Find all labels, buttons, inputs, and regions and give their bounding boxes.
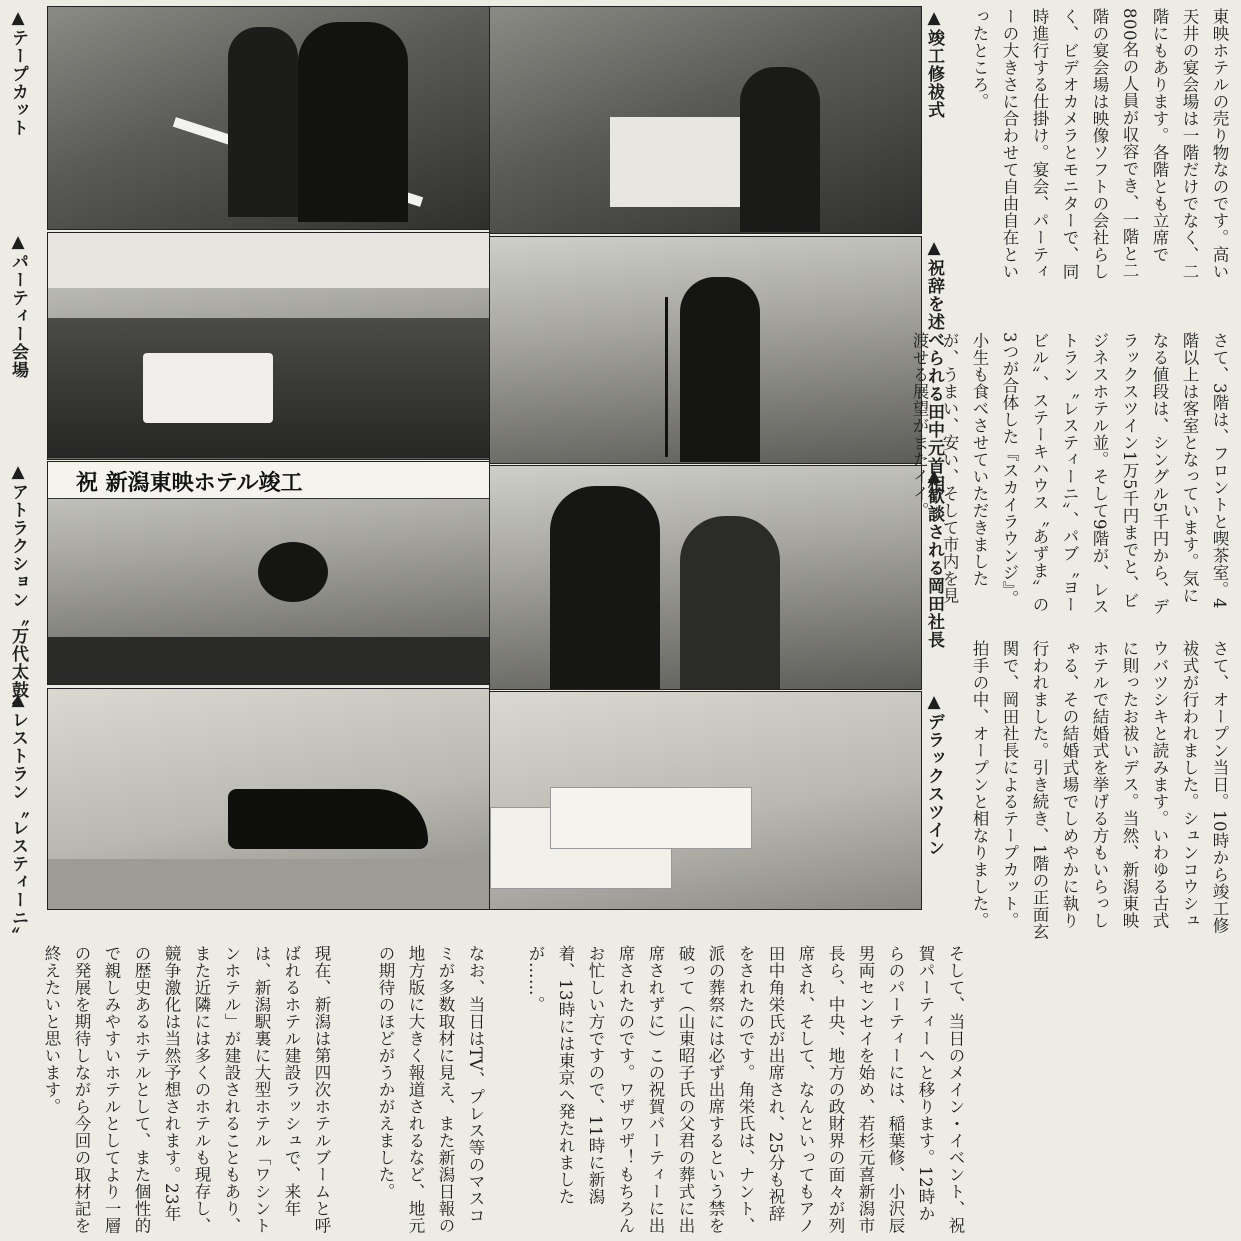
stage [48,637,489,684]
taiko-drum [258,542,328,602]
article-paragraph-6: 現在、新潟は第四次ホテルブームと呼ばれるホテル建設ラッシュで、来年は、新潟駅裏に大型ホテル「ワシントンホテル」が建設されることもあり、また近隣には多くのホテルも現存し、競争激化は当然予想されます。23年の歴史あるホテルとして、また個性的で親しみやすいホテルとしてより一層の発展を期待しながら今回の取材記を終えたいと思います。 [42,945,331,1234]
article-paragraph-5: なお、当日はTV、プレス等のマスコミが多数取材に見え、また新潟日報の地方版に大きく報道されるなど、地元の期待のほどがうかがえました。 [376,945,485,1234]
figure-guest [228,27,298,217]
article-paragraph-3: さて、オープン当日。10時から竣工修祓式が行われました。シュンコウシュウバツシキと読みます。いわゆる古式に則ったお祓いデス。当然、新潟東映ホテルで結婚式を挙げる方もいらっしゃる、その結婚式場でしめやかに執り行われました。引き続き、1階の正面玄関で、岡田社長によるテープカット。拍手の中、オープンと相なりました。 [970,640,1229,940]
caption-speech: ▲祝辞を述べられる田中元首相 [924,238,944,493]
article-paragraph-1: 東映ホテルの売り物なのです。高い天井の宴会場は一階だけでなく、二階にもあります。各階とも立席で800名の人員が収容でき、一階と二階の宴会場は映像ソフトの会社らしく、ビデオカメラとモニターで、同時進行する仕掛け。宴会、パーティーの大きさに合わせて自由自在といったところ。 [970,8,1229,280]
caption-tape-cut: ▲テープカット [8,8,28,137]
article-text-block-3 [958,640,1234,940]
photo-speech [489,236,922,464]
grand-piano [228,789,428,849]
article-paragraph-4: そして、当日のメイン・イベント、祝賀パーティーへと移ります。12時からのパーティーには、稲葉修、小沢辰男両センセイを始め、若杉元喜新潟市長ら、中央、地方の政財界の面々が列席され、そして、なんといってもアノ田中角栄氏が出席され、25分も祝辞をされたのです。角栄氏は、ナント、派の葬祭には必ず出席するという禁を破って（山東昭子氏の父君の葬式に出席されずに）この祝賀パーティーに出席されたのです。ワザワザ！もちろんお忙しい方ですので、11時に新潟着、13時には東京へ発たれましたが……。 [526,945,965,1234]
photo-chat [489,465,922,690]
photo-tape-cut [47,6,490,230]
figure-host [298,22,408,222]
photo-ceremony [489,6,922,234]
article-text-block-5 [340,945,490,1235]
article-text-block-4 [490,945,970,1235]
photo-deluxe-twin [489,691,922,910]
banner-text: 祝 新潟東映ホテル竣工 [76,471,303,496]
speaker-figure [680,277,760,462]
article-text-block-6 [6,945,336,1235]
priest-figure [740,67,820,232]
caption-deluxe-twin: ▲デラックスツイン [924,692,944,857]
photo-party-hall [47,232,490,460]
ceiling [48,233,489,288]
floor [48,859,489,909]
buffet-table [143,353,273,423]
caption-chat: ▲歓談される岡田社長 [924,466,944,649]
photo-attraction [47,461,490,685]
caption-ceremony: ▲竣工修祓式 [924,8,944,119]
caption-party-hall: ▲パーティー会場 [8,232,28,379]
guest-figure [680,516,780,689]
caption-attraction: ▲アトラクション〝万代太鼓〞 [8,462,28,717]
article-text-block-1 [958,8,1234,288]
microphone-stand [665,297,668,457]
caption-restaurant: ▲レストラン〝レスティーニ〞 [8,690,28,945]
article-paragraph-2: さて、3階は、フロントと喫茶室。4階以上は客室となっています。気になる値段は、シングル5千円から、デラックスツイン1万5千円までと、ビジネスホテル並。そして9階が、レストラン〝レスティーニ〞、パブ〝ヨービル〞、ステーキハウス〝あずま〞の3つが合体した『スカイラウンジ』。小生も食べさせていただきましたが、うまい、安い、そして市内を見渡せる展望がまたイイ。 [910,332,1229,615]
photo-restaurant [47,688,490,910]
president-figure [550,486,660,689]
bed-right [550,787,752,849]
